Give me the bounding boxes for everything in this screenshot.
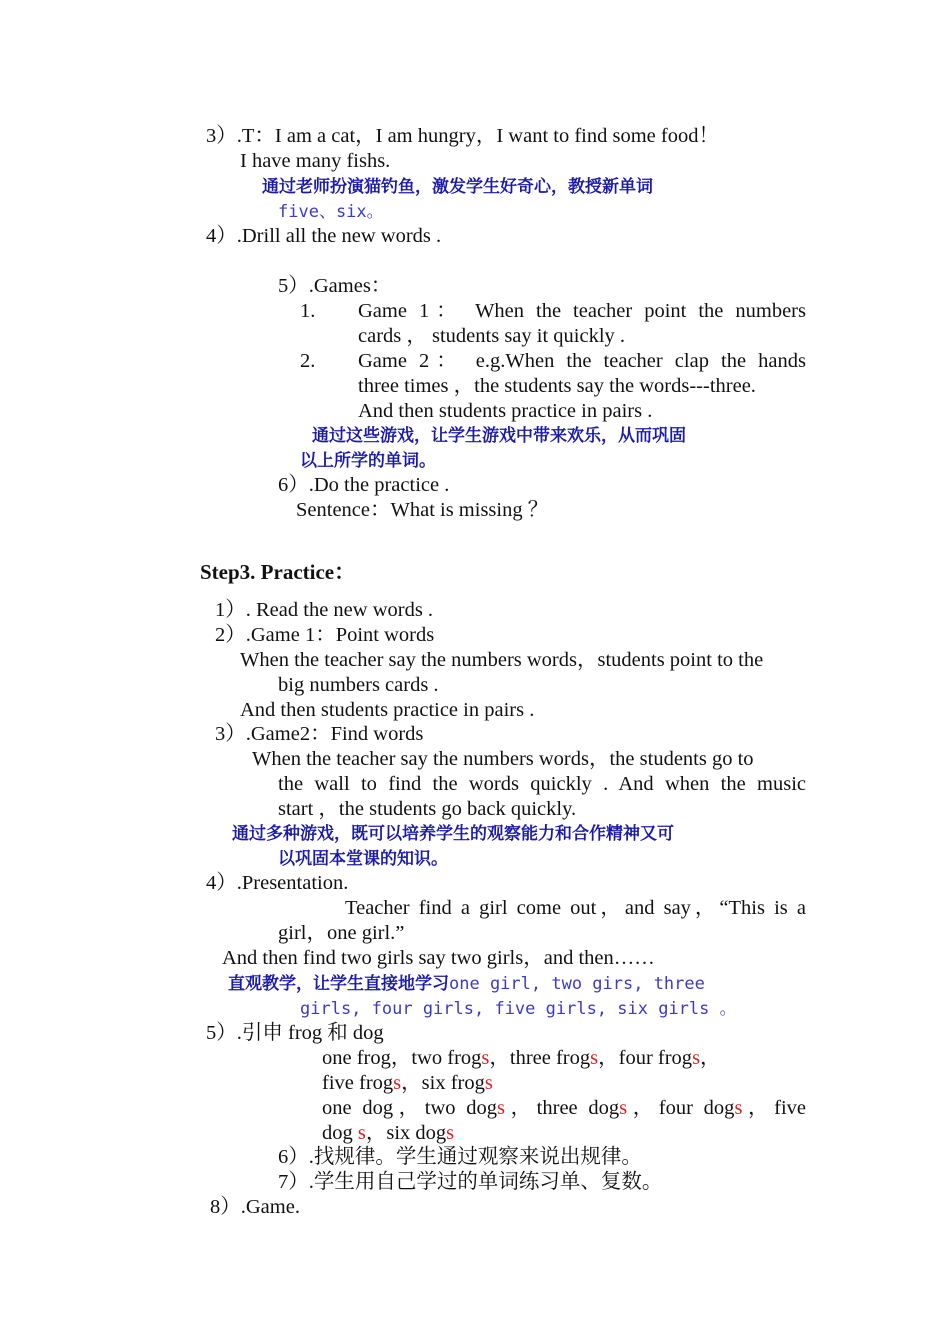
step3-item4-line1: Teacher find a girl come out，and say，“This is a (345, 897, 806, 919)
plural-s: s (484, 1072, 493, 1094)
teaching-note-2-line1: 通过这些游戏，让学生游戏中带来欢乐，从而巩固 (312, 426, 686, 446)
step2-item3-line2: I have many fishs. (240, 150, 391, 172)
plural-s: s (446, 1122, 455, 1144)
teaching-note-3-line2: 以巩固本堂课的知识。 (278, 849, 448, 869)
teaching-note-3-line1: 通过多种游戏，既可以培养学生的观察能力和合作精神又可 (232, 824, 674, 844)
teaching-note-4-line2: girls, four girls, five girls, six girls 。 (300, 999, 737, 1019)
plural-s: s (357, 1122, 366, 1144)
teaching-note-1-line1: 通过老师扮演猫钓鱼，激发学生好奇心，教授新单词 (262, 177, 653, 197)
dog-plurals-line1: one dog，two dogs，three dogs，four dogs，five (322, 1097, 806, 1119)
teaching-note-4-line1 (228, 972, 705, 997)
step3-item4-line3: And then find two girls say two girls，and then…… (222, 947, 655, 969)
plural-s: s (393, 1072, 402, 1094)
game1-line1: Game 1： When the teacher point the numbers (358, 300, 806, 322)
step3-item8: 8）.Game. (210, 1196, 300, 1218)
step3-item3-line3: start ，the students go back quickly. (278, 798, 577, 820)
step3-item2-title: 2）.Game 1：Point words (215, 624, 435, 646)
step3-item4-title: 4）.Presentation. (206, 872, 349, 894)
step3-item1: 1）. Read the new words . (215, 599, 434, 621)
teaching-note-4-bold: 直观教学，让学生直接地学习 (228, 974, 449, 994)
teaching-note-1-line2: five、six。 (278, 202, 384, 222)
step3-item3-line2: the wall to find the words quickly . And when the music (278, 773, 806, 795)
frog-plurals-line2: five frogs，six frogs (322, 1072, 493, 1094)
step3-item2-line1: When the teacher say the numbers words，students point to the (240, 649, 764, 671)
plural-s: s (590, 1047, 599, 1069)
step2-item4: 4）.Drill all the new words . (206, 225, 442, 247)
plural-s: s (481, 1047, 490, 1069)
teaching-note-2-line2: 以上所学的单词。 (300, 451, 436, 471)
dog-plurals-line2: dog s，six dogs (322, 1122, 455, 1144)
teaching-note-4-examples: one girl, two girs, three (449, 974, 705, 994)
step2-item5-title: 5）.Games： (278, 275, 392, 297)
game1-number: 1. (300, 300, 316, 322)
step3-item2-line2: big numbers cards . (278, 674, 439, 696)
step2-item6-line2: Sentence：What is missing ？ (296, 499, 549, 521)
game1-line2: cards ， students say it quickly . (358, 325, 626, 347)
step2-item3-line1: 3）.T：I am a cat，I am hungry，I want to find some food！ (206, 125, 719, 147)
step3-item4-line2: girl，one girl.” (278, 922, 405, 944)
step2-item6-line1: 6）.Do the practice . (278, 474, 450, 496)
game2-line1: Game 2： e.g.When the teacher clap the hands (358, 350, 806, 372)
plural-s: s (734, 1097, 743, 1119)
step3-item6: 6）.找规律。学生通过观察来说出规律。 (278, 1146, 642, 1168)
frog-plurals-line1: one frog，two frogs，three frogs，four frogs， (322, 1047, 721, 1069)
step3-item5-title: 5）.引申 frog 和 dog (206, 1022, 384, 1044)
step3-item7: 7）.学生用自己学过的单词练习单、复数。 (278, 1171, 663, 1193)
plural-s: s (619, 1097, 628, 1119)
plural-s: s (692, 1047, 701, 1069)
game2-number: 2. (300, 350, 316, 372)
game2-line2: three times ，the students say the words---three. (358, 375, 756, 397)
game2-line3: And then students practice in pairs . (358, 400, 653, 422)
step3-item3-title: 3）.Game2：Find words (215, 723, 424, 745)
step3-heading: Step3. Practice： (200, 560, 356, 584)
step3-item3-line1: When the teacher say the numbers words，the students go to (252, 748, 754, 770)
step3-item2-line3: And then students practice in pairs . (240, 699, 535, 721)
plural-s: s (497, 1097, 505, 1119)
